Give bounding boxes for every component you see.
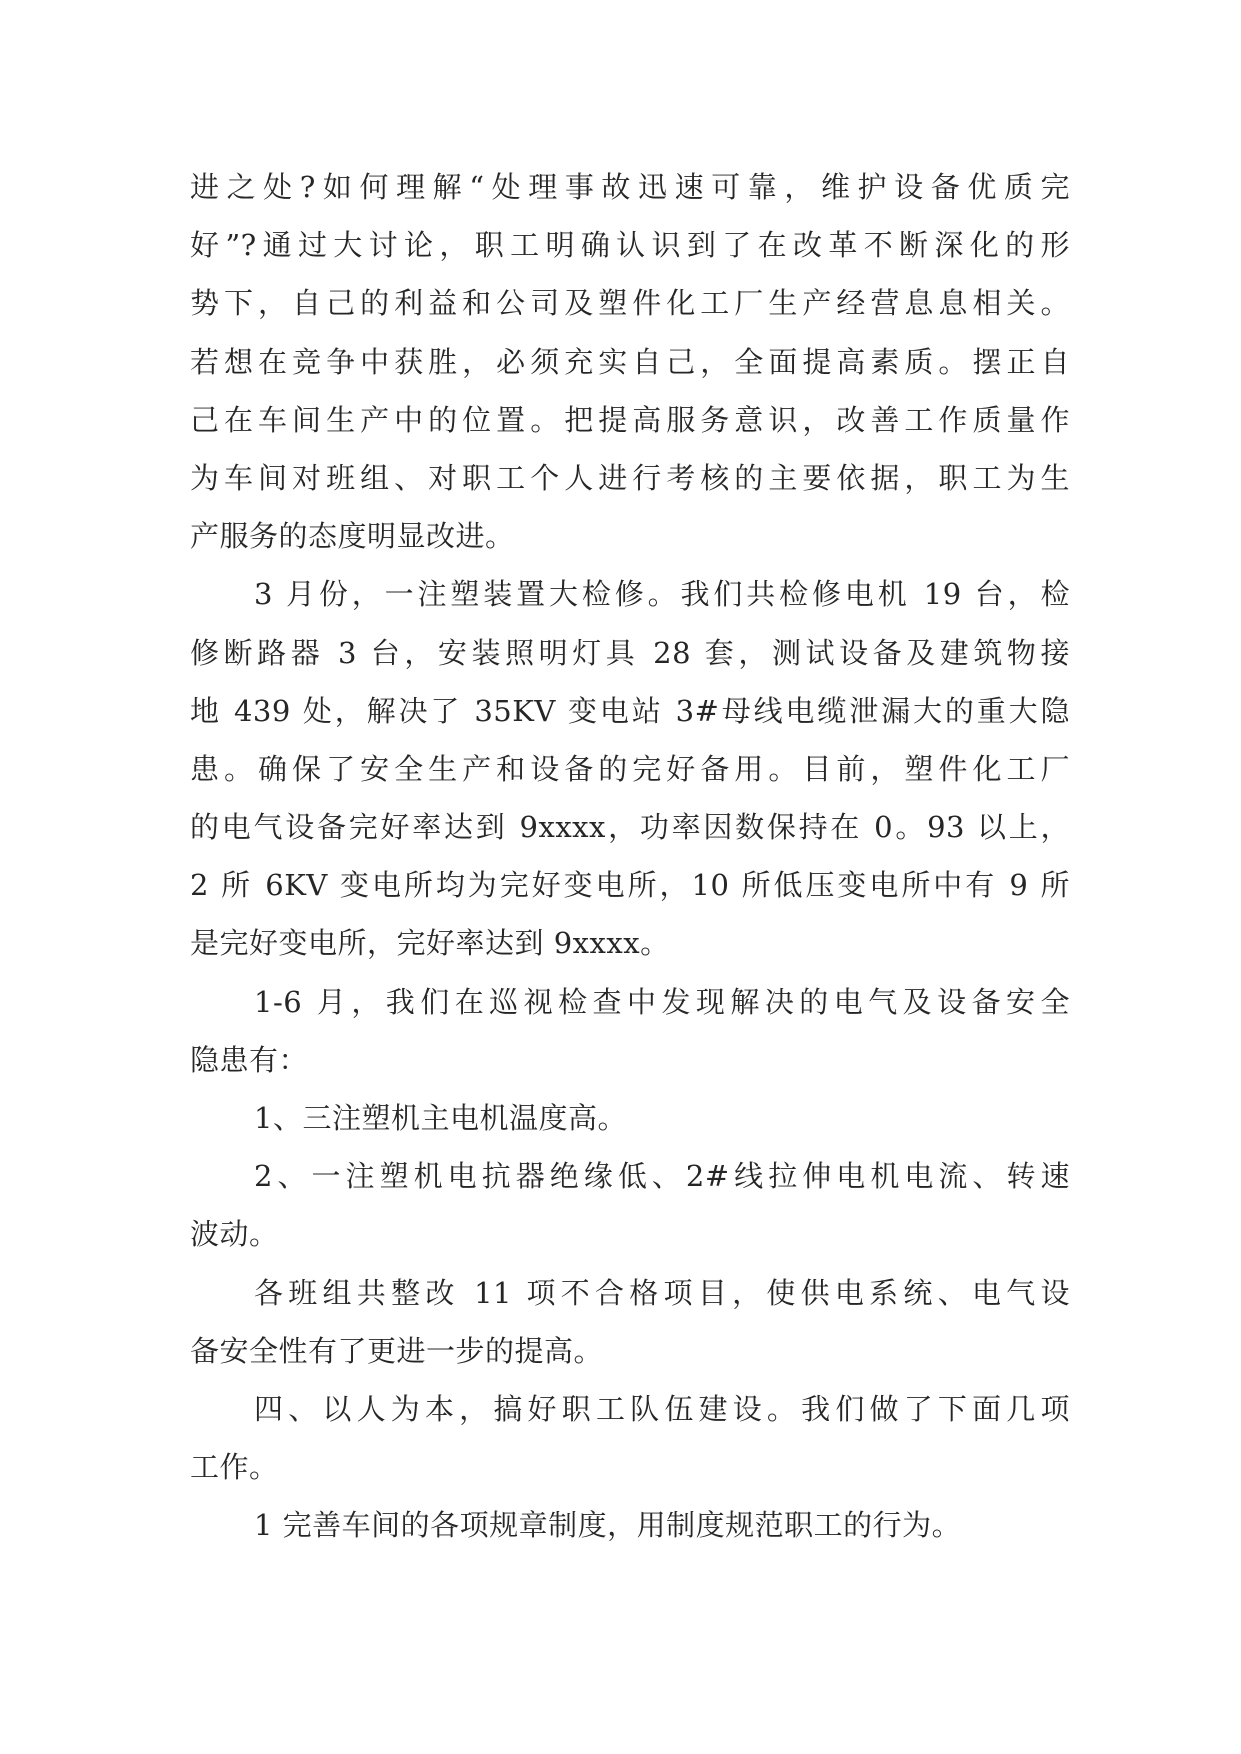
text-line: 进之处?如何理解“处理事故迅速可靠，维护设备优质完	[190, 170, 1070, 204]
document-body	[190, 158, 1070, 1555]
paragraph	[190, 1496, 1070, 1554]
text-line: 是完好变电所，完好率达到 9xxxx。	[190, 926, 670, 961]
text-line: 备安全性有了更进一步的提高。	[190, 1333, 604, 1368]
paragraph	[190, 1089, 1070, 1147]
text-line: 工作。	[190, 1450, 279, 1485]
paragraph	[190, 1264, 1070, 1380]
text-line: 地 439 处，解决了 35KV 变电站 3#母线电缆泄漏大的重大隐	[190, 693, 1070, 728]
paragraph	[190, 565, 1070, 972]
text-line: 1、三注塑机主电机温度高。	[254, 1101, 627, 1135]
paragraph	[190, 158, 1070, 565]
text-line: 为车间对班组、对职工个人进行考核的主要依据，职工为生	[190, 460, 1070, 495]
text-line: 隐患有：	[190, 1042, 309, 1077]
text-line: 1 完善车间的各项规章制度，用制度规范职工的行为。	[254, 1508, 962, 1543]
text-line: 3 月份，一注塑装置大检修。我们共检修电机 19 台，检	[254, 577, 1070, 612]
paragraph	[190, 1380, 1070, 1496]
text-line: 2、一注塑机电抗器绝缘低、2#线拉伸电机电流、转速	[254, 1159, 1070, 1194]
paragraph	[190, 973, 1070, 1089]
text-line: 产服务的态度明显改进。	[190, 519, 515, 554]
text-line: 的电气设备完好率达到 9xxxx，功率因数保持在 0。93 以上，	[190, 810, 1070, 845]
paragraph	[190, 1147, 1070, 1263]
text-line: 若想在竞争中获胜，必须充实自己，全面提高素质。摆正自	[190, 344, 1070, 379]
text-line: 好”?通过大讨论，职工明确认识到了在改革不断深化的形	[190, 228, 1070, 263]
text-line: 己在车间生产中的位置。把提高服务意识，改善工作质量作	[190, 402, 1070, 437]
text-line: 修断路器 3 台，安装照明灯具 28 套，测试设备及建筑物接	[190, 635, 1070, 670]
text-line: 各班组共整改 11 项不合格项目，使供电系统、电气设	[254, 1275, 1070, 1310]
text-line: 1-6 月，我们在巡视检查中发现解决的电气及设备安全	[254, 984, 1070, 1019]
text-line: 势下，自己的利益和公司及塑件化工厂生产经营息息相关。	[190, 286, 1070, 321]
text-line: 2 所 6KV 变电所均为完好变电所，10 所低压变电所中有 9 所	[190, 868, 1071, 903]
text-line: 患。确保了安全生产和设备的完好备用。目前，塑件化工厂	[190, 751, 1070, 786]
text-line: 波动。	[190, 1217, 279, 1252]
text-line: 四、以人为本，搞好职工队伍建设。我们做了下面几项	[254, 1391, 1070, 1426]
